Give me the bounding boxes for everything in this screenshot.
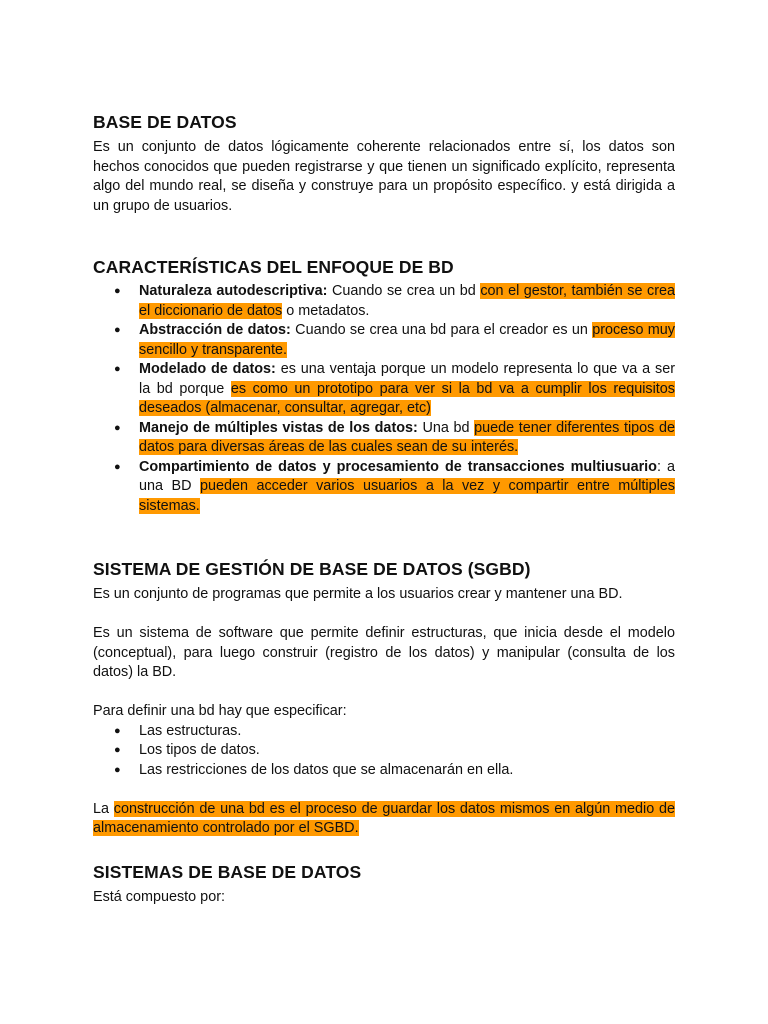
item-text: Cuando se crea un bd (327, 283, 481, 299)
heading-caracteristicas: CARACTERÍSTICAS DEL ENFOQUE DE BD (93, 257, 454, 277)
closing-highlight: construcción de una bd es el proceso de guardar los datos mismos en algún medio de almacenamiento controlado por el SGBD. (93, 800, 675, 836)
heading-base-de-datos: BASE DE DATOS (93, 112, 237, 132)
item-term: Manejo de múltiples vistas de los datos: (139, 419, 418, 436)
section-sgbd (93, 558, 675, 839)
paragraph-sgbd-intro: Para definir una bd hay que especificar: (93, 703, 347, 719)
item-text: es una ventaja porque un modelo representa lo que va a ser la bd porque (139, 361, 675, 397)
item-term: Abstracción de datos: (139, 322, 291, 338)
list-item (93, 419, 675, 458)
heading-sgbd: SISTEMA DE GESTIÓN DE BASE DE DATOS (SGBD) (93, 559, 531, 579)
item-term: Modelado de datos: (139, 361, 276, 377)
paragraph-sgbd-2: Es un sistema de software que permite definir estructuras, que inicia desde el modelo (conceptual), para luego construir (registro de los datos) y manipular (consulta de los datos) la BD. (93, 625, 675, 680)
heading-sistemas-bd: SISTEMAS DE BASE DE DATOS (93, 862, 362, 882)
list-item (93, 458, 675, 517)
item-highlight: proceso muy sencillo y transparente. (139, 322, 675, 358)
list-item: ● Los tipos de datos. (93, 741, 675, 761)
list-item (93, 321, 675, 360)
caracteristicas-list (93, 282, 675, 516)
item-text: Una bd (417, 419, 475, 436)
item-highlight: puede tener diferentes tipos de datos para diversas áreas de las cuales sean de su interés. (139, 419, 675, 455)
item-highlight: pueden acceder varios usuarios a la vez y compartir entre múltiples sistemas. (139, 478, 676, 514)
especificar-list (93, 722, 675, 781)
section-sistemas-bd (93, 861, 675, 908)
item-text: Cuando se crea una bd para el creador es un (290, 322, 593, 338)
list-item (93, 282, 675, 321)
paragraph-construccion (93, 800, 675, 839)
section-caracteristicas (93, 256, 675, 516)
list-item (93, 360, 675, 419)
list-item: ● Las restricciones de los datos que se almacenarán en ella. (93, 761, 675, 781)
list-item: ● Las estructuras. (93, 722, 675, 742)
closing-prefix: La (93, 800, 114, 817)
item-term: Naturaleza autodescriptiva: (139, 283, 328, 299)
section-base-de-datos (93, 111, 675, 216)
item-text: : a una BD (139, 458, 676, 494)
paragraph-definition: Es un conjunto de datos lógicamente coherente relacionados entre sí, los datos son hechos conocidos que pueden registrarse y que tienen un significado explícito, representa algo del mundo real, se diseña y construye para un propósito específico. y está dirigida a un grupo de usuarios. (93, 139, 675, 214)
item-term: Compartimiento de datos y procesamiento de transacciones multiusuario (139, 458, 657, 475)
paragraph-sgbd-1: Es un conjunto de programas que permite a los usuarios crear y mantener una BD. (93, 586, 623, 602)
paragraph-compuesto: Está compuesto por: (93, 889, 225, 905)
item-tail: o metadatos. (282, 302, 370, 319)
item-highlight: con el gestor, también se crea el diccionario de datos (139, 283, 676, 319)
item-highlight: es como un prototipo para ver si la bd va a cumplir los requisitos deseados (almacenar, consultar, agregar, etc) (139, 380, 675, 416)
